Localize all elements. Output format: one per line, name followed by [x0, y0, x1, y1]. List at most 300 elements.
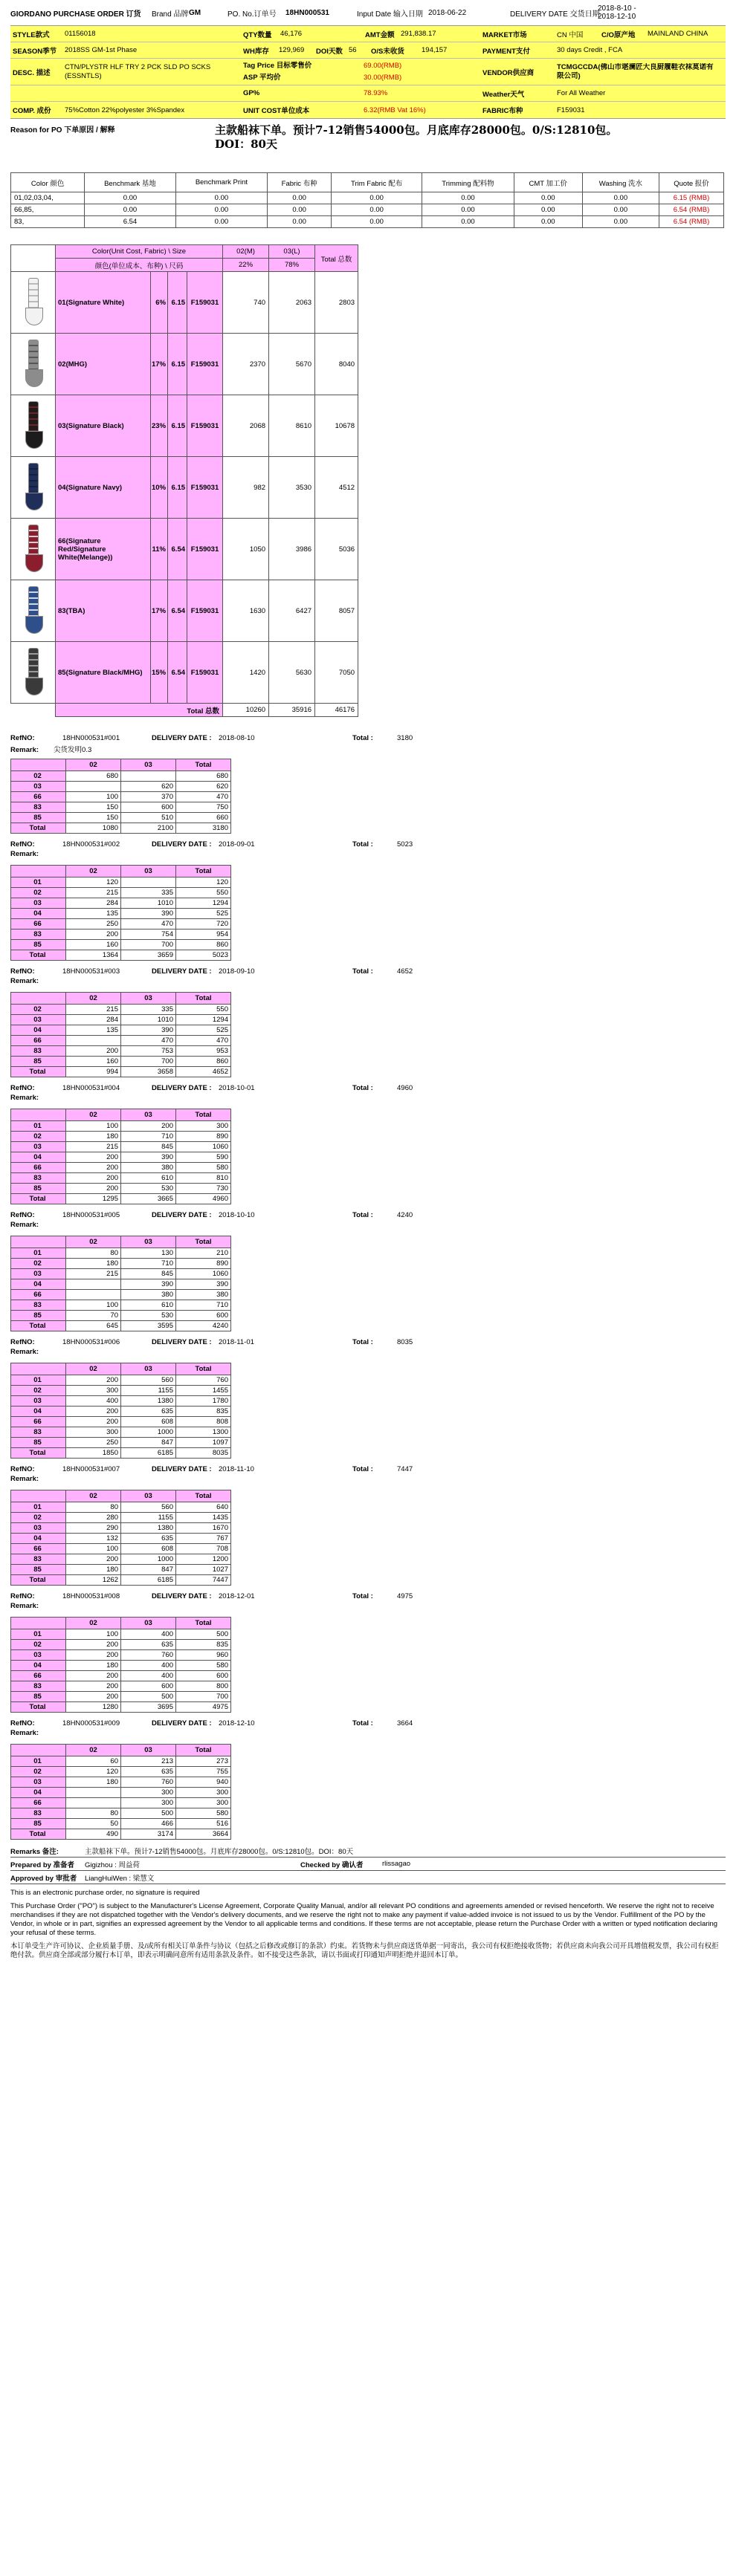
sub-cell: 335: [121, 888, 176, 898]
size-total-row: [11, 704, 358, 717]
delivery-value: 2018-10-01: [219, 1083, 255, 1092]
season-value: 2018SS GM-1st Phase: [65, 46, 138, 54]
sub-cell: 01: [11, 1502, 66, 1513]
cost-cell: 0.00: [582, 204, 659, 216]
color-name: 03(Signature Black): [56, 395, 151, 457]
delivery-ref-block: [10, 1336, 726, 1459]
qty-total: 8057: [315, 580, 358, 642]
sock-foot: [25, 616, 43, 634]
sub-cell: 610: [121, 1300, 176, 1311]
unit-cost-label: UNIT COST单位成本: [243, 107, 310, 115]
cost-cell: 6.54: [85, 216, 176, 228]
sub-cell: 215: [66, 888, 121, 898]
qty-value: 46,176: [280, 30, 303, 38]
delivery-label: DELIVERY DATE :: [152, 967, 212, 976]
sub-cell: 04: [11, 1788, 66, 1798]
sub-cell: 03: [11, 1650, 66, 1661]
sub-cell: 400: [121, 1661, 176, 1671]
sub-cell: 215: [66, 1142, 121, 1152]
color-cost: 6.54: [168, 642, 187, 704]
sub-cell: 83: [11, 929, 66, 940]
total-value: 7447: [397, 1464, 413, 1473]
remark-label: Remark:: [10, 850, 39, 858]
sub-header-l: 03: [121, 1236, 176, 1248]
sub-cell: 860: [176, 940, 231, 950]
cost-header-7: Washing 洗水: [582, 173, 659, 192]
sub-row: [11, 1513, 231, 1523]
total-value: 3180: [397, 733, 413, 742]
sub-cell: 300: [121, 1798, 176, 1808]
sub-row: [11, 1269, 231, 1279]
sub-cell: 85: [11, 1819, 66, 1829]
color-pct: 10%: [151, 457, 168, 519]
desc-value: CTN/PLYSTR HLF TRY 2 PCK SLD PO SCKS (ESSNTLS): [65, 62, 211, 80]
delivery-ref-block: [10, 1717, 726, 1840]
cost-cell: 0.00: [422, 192, 514, 204]
sub-row: [11, 1544, 231, 1554]
sub-cell: 525: [176, 909, 231, 919]
cost-cell: 0.00: [175, 192, 267, 204]
cost-cell: 0.00: [268, 204, 332, 216]
cost-cell: 0.00: [85, 204, 176, 216]
cost-cell: 6.15 (RMB): [659, 192, 724, 204]
sock-icon: [24, 401, 43, 450]
sub-cell: 720: [176, 919, 231, 929]
delivery-size-table: [10, 1490, 231, 1586]
refno-value: 18HN000531#008: [62, 1592, 120, 1600]
weather-value: For All Weather: [557, 89, 606, 97]
sub-row: [11, 771, 231, 782]
sub-cell: 1060: [176, 1269, 231, 1279]
sub-row: [11, 1321, 231, 1331]
sub-header-row: [11, 759, 231, 771]
sub-cell: 01: [11, 877, 66, 888]
sub-cell: Total: [11, 1448, 66, 1459]
refno-label: RefNO:: [10, 1337, 35, 1346]
sock-image: [11, 272, 56, 334]
delivery-size-table: [10, 1617, 231, 1713]
sub-header-l: 03: [121, 1745, 176, 1756]
sub-cell: 620: [176, 782, 231, 792]
size-row: [11, 334, 358, 395]
cost-cell: 0.00: [332, 204, 422, 216]
sock-icon: [24, 463, 43, 512]
sub-cell: 300: [176, 1788, 231, 1798]
sub-cell: 490: [66, 1829, 121, 1840]
sub-row: [11, 909, 231, 919]
sub-cell: 845: [121, 1142, 176, 1152]
price-labels: [241, 60, 361, 84]
sub-header-m: 02: [66, 1745, 121, 1756]
sub-cell: 01: [11, 1248, 66, 1259]
sub-cell: 120: [176, 877, 231, 888]
sub-cell: 180: [66, 1661, 121, 1671]
sub-cell: 1294: [176, 898, 231, 909]
total-value: 4960: [397, 1083, 413, 1092]
sub-cell: 100: [66, 1121, 121, 1132]
sub-cell: 3665: [121, 1194, 176, 1204]
sub-row: [11, 1248, 231, 1259]
sub-cell: [66, 782, 121, 792]
refno-label: RefNO:: [10, 967, 35, 976]
sub-cell: 83: [11, 1808, 66, 1819]
sub-cell: 83: [11, 802, 66, 813]
delivery-value: 2018-12-01: [219, 1592, 255, 1600]
sub-cell: 8035: [176, 1448, 231, 1459]
delivery-size-table: [10, 992, 231, 1077]
sub-cell: 83: [11, 1427, 66, 1438]
sub-cell: Total: [11, 950, 66, 961]
sub-cell: 635: [121, 1640, 176, 1650]
sub-cell: 660: [176, 813, 231, 823]
sub-cell: 1294: [176, 1015, 231, 1025]
sub-cell: 03: [11, 1269, 66, 1279]
sub-cell: 200: [66, 1671, 121, 1681]
size-row: [11, 457, 358, 519]
sub-cell: 135: [66, 909, 121, 919]
sub-cell: 66: [11, 1544, 66, 1554]
sub-cell: 200: [66, 1692, 121, 1702]
refno-value: 18HN000531#006: [62, 1337, 120, 1346]
sub-cell: 03: [11, 898, 66, 909]
sub-cell: 66: [11, 1671, 66, 1681]
sub-row: [11, 1788, 231, 1798]
fabric-label: FABRIC布种: [482, 107, 523, 115]
color-name: 85(Signature Black/MHG): [56, 642, 151, 704]
qty-m: 740: [223, 272, 269, 334]
sub-cell: 470: [176, 792, 231, 802]
cost-cell: 0.00: [514, 216, 582, 228]
sock-image: [11, 642, 56, 704]
delivery-date-label: DELIVERY DATE 交货日期: [510, 10, 600, 19]
sub-cell: 03: [11, 1142, 66, 1152]
sub-cell: 50: [66, 1819, 121, 1829]
delivery-label: DELIVERY DATE :: [152, 1337, 212, 1346]
sub-cell: 180: [66, 1132, 121, 1142]
sub-row: [11, 813, 231, 823]
refno-value: 18HN000531#001: [62, 733, 120, 742]
sock-icon: [24, 648, 43, 697]
cost-cell: 01,02,03,04,: [11, 192, 85, 204]
sub-cell: 960: [176, 1650, 231, 1661]
color-cost: 6.54: [168, 580, 187, 642]
sub-cell: 390: [121, 1152, 176, 1163]
sub-header-blank: [11, 1618, 66, 1629]
gp-value: 78.93%: [364, 89, 388, 97]
sub-cell: 390: [176, 1279, 231, 1290]
sub-row: [11, 1184, 231, 1194]
sub-header-m: 02: [66, 1618, 121, 1629]
sub-cell: 635: [121, 1767, 176, 1777]
sub-row: [11, 1671, 231, 1681]
sub-cell: 83: [11, 1681, 66, 1692]
ref-line: [10, 732, 726, 744]
sub-row: [11, 1005, 231, 1015]
refno-label: RefNO:: [10, 1719, 35, 1727]
sub-row: [11, 1036, 231, 1046]
delivery-label: DELIVERY DATE :: [152, 1464, 212, 1473]
sub-cell: Total: [11, 1067, 66, 1077]
sub-cell: 215: [66, 1269, 121, 1279]
sub-row: [11, 1142, 231, 1152]
delivery-ref-block: [10, 1463, 726, 1586]
sub-cell: 284: [66, 1015, 121, 1025]
sub-cell: 994: [66, 1067, 121, 1077]
remarks-line: [10, 1844, 726, 1858]
sub-cell: 1000: [121, 1427, 176, 1438]
price-values: [361, 60, 480, 84]
os-value: 194,157: [422, 46, 448, 54]
qty-m: 1420: [223, 642, 269, 704]
sub-cell: 1280: [66, 1702, 121, 1713]
sub-cell: 953: [176, 1046, 231, 1057]
cost-cell: 0.00: [332, 192, 422, 204]
sub-cell: 04: [11, 1661, 66, 1671]
sub-cell: 560: [121, 1375, 176, 1386]
delivery-value: 2018-12-10: [219, 1719, 255, 1727]
color-cost: 6.15: [168, 395, 187, 457]
sock-image: [11, 395, 56, 457]
total-label: Total :: [352, 840, 373, 849]
sub-cell: 835: [176, 1407, 231, 1417]
style-label: STYLE款式: [13, 30, 50, 39]
brand-value: GM: [189, 8, 201, 17]
sock-icon: [24, 278, 43, 327]
sub-cell: 767: [176, 1534, 231, 1544]
vendor-value: TCMGCCDA(佛山市堪澜匠大良厨履鞋衣袜莫诺有限公司): [557, 62, 714, 80]
remarks-value: 主款船袜下单。预计7-12销售54000包。月底库存28000包。0/S:12810包。DOI：80天: [85, 1847, 354, 1856]
sub-row: [11, 782, 231, 792]
sub-cell: 835: [176, 1640, 231, 1650]
sub-cell: 02: [11, 1513, 66, 1523]
sock-foot: [25, 493, 43, 510]
sub-header-blank: [11, 1236, 66, 1248]
cost-cell: 66,85,: [11, 204, 85, 216]
sub-cell: 470: [176, 1036, 231, 1046]
delivery-size-table: [10, 1744, 231, 1840]
sub-cell: 85: [11, 1692, 66, 1702]
sub-cell: 03: [11, 782, 66, 792]
sub-header-blank: [11, 1490, 66, 1502]
delivery-label: DELIVERY DATE :: [152, 840, 212, 849]
sub-cell: [121, 877, 176, 888]
sub-row: [11, 1015, 231, 1025]
sub-row: [11, 1756, 231, 1767]
color-fabric: F159031: [187, 334, 223, 395]
delivery-value: 2018-11-10: [219, 1464, 254, 1473]
sub-row: [11, 1375, 231, 1386]
color-pct: 23%: [151, 395, 168, 457]
delivery-size-table: [10, 1109, 231, 1204]
cost-header-4: Trim Fabric 配布: [332, 173, 422, 192]
delivery-ref-block: [10, 838, 726, 961]
sub-cell: 04: [11, 1534, 66, 1544]
sub-cell: 7447: [176, 1575, 231, 1586]
sock-foot: [25, 431, 43, 449]
sub-cell: 70: [66, 1311, 121, 1321]
sub-row: [11, 1692, 231, 1702]
electronic-note: This is an electronic purchase order, no signature is required: [10, 1889, 200, 1897]
checked-label: Checked by 确认者: [300, 1860, 364, 1869]
sub-cell: 83: [11, 1554, 66, 1565]
sub-cell: 6185: [121, 1575, 176, 1586]
total-label: Total :: [352, 733, 373, 742]
sub-cell: 250: [66, 1438, 121, 1448]
remark-line: [10, 1475, 726, 1485]
sub-header-m: 02: [66, 759, 121, 771]
sub-cell: 290: [66, 1523, 121, 1534]
sub-cell: 753: [121, 1046, 176, 1057]
sub-row: [11, 1311, 231, 1321]
color-cost: 6.15: [168, 457, 187, 519]
total-label: Total :: [352, 1719, 373, 1727]
sub-cell: 1200: [176, 1554, 231, 1565]
delivery-ref-block: [10, 1590, 726, 1713]
delivery-size-table: [10, 1236, 231, 1331]
comp-value: 75%Cotton 22%polyester 3%Spandex: [65, 106, 185, 114]
po-value: 18HN000531: [285, 8, 329, 17]
sub-cell: 83: [11, 1046, 66, 1057]
sub-cell: 530: [121, 1311, 176, 1321]
sub-cell: 02: [11, 1005, 66, 1015]
sub-row: [11, 1808, 231, 1819]
reason-line-2: DOI：80天: [215, 137, 277, 151]
sub-row: [11, 1057, 231, 1067]
qty-total: 5036: [315, 519, 358, 580]
sub-cell: 04: [11, 1025, 66, 1036]
sub-cell: 800: [176, 1681, 231, 1692]
approved-line: [10, 1871, 726, 1884]
delivery-size-table: [10, 759, 231, 834]
sub-header-total: Total: [176, 1618, 231, 1629]
sub-row: [11, 1681, 231, 1692]
total-label: Total :: [352, 1337, 373, 1346]
sub-cell: 847: [121, 1438, 176, 1448]
refno-label: RefNO:: [10, 1464, 35, 1473]
remark-label: Remark:: [10, 1094, 39, 1102]
sub-row: [11, 1046, 231, 1057]
sub-row: [11, 898, 231, 909]
sub-cell: 590: [176, 1152, 231, 1163]
weather-label: Weather天气: [482, 90, 525, 99]
sub-header-m: 02: [66, 1109, 121, 1121]
color-cost: 6.15: [168, 272, 187, 334]
sub-cell: 200: [66, 1173, 121, 1184]
sub-row: [11, 1829, 231, 1840]
total-label: Total :: [352, 967, 373, 976]
sub-cell: 890: [176, 1132, 231, 1142]
cost-cell: 0.00: [582, 216, 659, 228]
delivery-value: 2018-10-10: [219, 1210, 255, 1219]
sub-row: [11, 1386, 231, 1396]
sub-cell: 754: [121, 929, 176, 940]
color-pct: 6%: [151, 272, 168, 334]
sub-cell: [66, 1036, 121, 1046]
sub-cell: 66: [11, 792, 66, 802]
style-value: 01156018: [65, 30, 96, 38]
color-name: 04(Signature Navy): [56, 457, 151, 519]
sub-row: [11, 1777, 231, 1788]
sub-cell: 370: [121, 792, 176, 802]
sub-row: [11, 1629, 231, 1640]
color-pct: 15%: [151, 642, 168, 704]
sub-cell: 273: [176, 1756, 231, 1767]
sub-cell: 200: [66, 929, 121, 940]
color-pct: 17%: [151, 580, 168, 642]
reason-text: [215, 123, 617, 152]
sub-cell: Total: [11, 1321, 66, 1331]
sub-cell: 580: [176, 1661, 231, 1671]
cost-cell: 0.00: [85, 192, 176, 204]
sub-row: [11, 1163, 231, 1173]
remarks-label: Remarks 备注:: [10, 1847, 59, 1856]
sub-header-total: Total: [176, 1109, 231, 1121]
delivery-ref-block: [10, 1082, 726, 1204]
sub-cell: Total: [11, 1194, 66, 1204]
sub-cell: 600: [121, 802, 176, 813]
sock-icon: [24, 586, 43, 635]
sub-cell: 1155: [121, 1513, 176, 1523]
sub-cell: 1010: [121, 1015, 176, 1025]
sub-header-l: 03: [121, 759, 176, 771]
sub-cell: 02: [11, 771, 66, 782]
sub-cell: 6185: [121, 1448, 176, 1459]
prepared-value: Gigizhou : 周益荷: [85, 1860, 140, 1869]
reason-section: [10, 119, 726, 153]
total-value: 4652: [397, 967, 413, 976]
prepared-line: [10, 1858, 726, 1871]
sub-cell: 66: [11, 1163, 66, 1173]
sub-row: [11, 1407, 231, 1417]
sub-header-m: 02: [66, 866, 121, 877]
legal-chinese: 本订单受生产许可协议、企业质量手册、及/或所有相关订单条件与协议（包括之后修改或修订的条款）约束。若货物未与供应商送货单据一同寄出，我公司有权拒绝接收货物；若供应商未向我公司开具增值税发票，我公司有权拒绝付款。供应商全部或部分履行本订单，即表示明确同意所有适用条款及条件。如不接受这些条款，请以书面或打印通知声明拒绝并退回本订单。: [10, 1942, 719, 1959]
sub-cell: 85: [11, 940, 66, 950]
ref-line: [10, 965, 726, 977]
cost-cell: 0.00: [582, 192, 659, 204]
size-row: [11, 395, 358, 457]
remark-line: [10, 850, 726, 860]
ref-line: [10, 1717, 726, 1729]
reason-line-1: 主款船袜下单。预计7-12销售54000包。月底库存28000包。0/S:12810包。: [215, 123, 618, 137]
sub-row: [11, 1438, 231, 1448]
ref-line: [10, 1463, 726, 1475]
sub-header-row: [11, 1236, 231, 1248]
sub-cell: 380: [176, 1290, 231, 1300]
sub-cell: 760: [176, 1375, 231, 1386]
sub-cell: 150: [66, 813, 121, 823]
sub-cell: 02: [11, 1259, 66, 1269]
po-label: PO. No.订单号: [227, 10, 277, 19]
qty-l: 3530: [269, 457, 315, 519]
sub-cell: 1780: [176, 1396, 231, 1407]
sub-row: [11, 1819, 231, 1829]
sub-cell: 1455: [176, 1386, 231, 1396]
sub-cell: 66: [11, 919, 66, 929]
sub-cell: 200: [66, 1184, 121, 1194]
sub-cell: 85: [11, 1565, 66, 1575]
sub-header-blank: [11, 1363, 66, 1375]
sub-cell: 120: [66, 877, 121, 888]
total-label: Total :: [352, 1210, 373, 1219]
color-fabric: F159031: [187, 519, 223, 580]
remark-value: 尖货发明0.3: [54, 746, 92, 754]
sub-cell: 608: [121, 1417, 176, 1427]
delivery-label: DELIVERY DATE :: [152, 1719, 212, 1727]
cost-cell: 83,: [11, 216, 85, 228]
sub-cell: 04: [11, 1152, 66, 1163]
sub-row: [11, 929, 231, 940]
sub-cell: 120: [66, 1767, 121, 1777]
